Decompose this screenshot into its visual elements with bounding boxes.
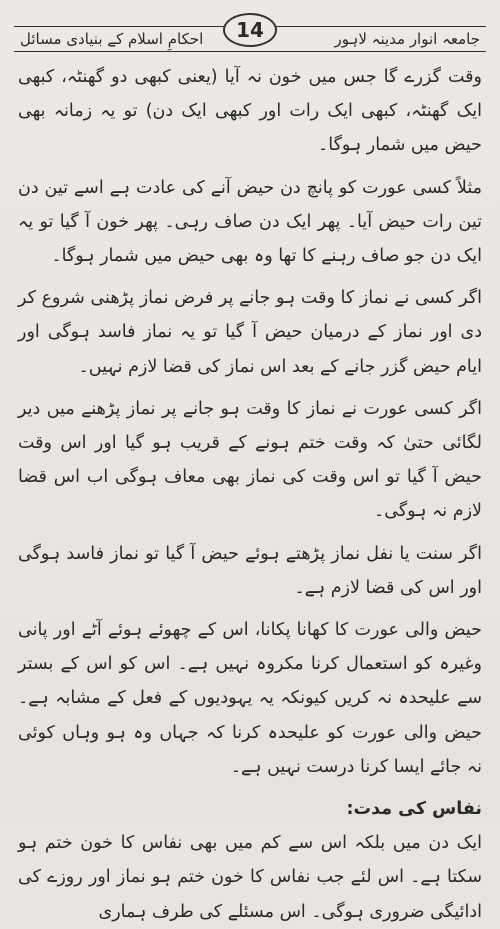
page-body bbox=[18, 60, 482, 929]
paragraph: اگر سنت یا نفل نماز پڑھتے ہوئے حیض آ گیا تو نماز فاسد ہوگی اور اس کی قضا لازم ہے۔ bbox=[18, 543, 482, 598]
paragraph: اگر کسی عورت نے نماز کا وقت ہو جانے پر نماز پڑھنے میں دیر لگائی حتیٰ کہ وقت ختم ہونے کے قریب ہو گیا اور اس وقت حیض آ گیا تو اس وقت کی نماز بھی معاف ہوگی اب اس قضا لازم نہ ہوگی۔ bbox=[18, 398, 482, 522]
page-number: 14 bbox=[223, 13, 277, 47]
page-header bbox=[14, 18, 486, 52]
paragraph: اگر کسی نے نماز کا وقت ہو جانے پر فرض نماز پڑھنی شروع کر دی اور نماز کے درمیان حیض آ گیا تو یہ نماز فاسد ہوگی اور ایام حیض گزر جانے کے بعد اس نماز کی قضا لازم نہیں۔ bbox=[18, 288, 482, 377]
section-heading: نفاس کی مدت: bbox=[346, 799, 482, 820]
paragraph: حیض والی عورت کا کھانا پکانا، اس کے چھوئے ہوئے آٹے اور پانی وغیرہ کو استعمال کرنا مکروہ نہیں ہے۔ اس کو اس کے بستر سے علیحدہ نہ کریں کیونکہ یہ یہودیوں کے فعل کے مشابہ ہے۔ حیض والی عورت کو علیحدہ کرنا کہ جہاں وہ ہو وہاں کوئی نہ جائے ایسا کرنا درست نہیں ہے۔ bbox=[18, 620, 482, 777]
paragraph: وقت گزرے گا جس میں خون نہ آیا (یعنی کبھی دو گھنٹہ، کبھی ایک گھنٹہ، کبھی ایک رات اور کبھی ایک دن) تو یہ زمانہ بھی حیض میں شمار ہوگا۔ bbox=[18, 67, 482, 156]
publisher-name: جامعہ انوار مدینہ لاہور bbox=[334, 30, 480, 48]
book-title: احکامِ اسلام کے بنیادی مسائل bbox=[20, 30, 204, 48]
paragraph: ایک دن میں بلکہ اس سے کم میں بھی نفاس کا خون ختم ہو سکتا ہے۔ اس لئے جب نفاس کا خون ختم ہو نماز اور روزے کی ادائیگی ضروری ہوگی۔ اس مسئلے کی طرف ہماری bbox=[18, 833, 482, 922]
paragraph: مثلاً کسی عورت کو پانچ دن حیض آنے کی عادت ہے اسے تین دن تین رات حیض آیا۔ پھر ایک دن صاف رہی۔ پھر خون آ گیا تو یہ ایک دن جو صاف رہنے کا تھا وہ بھی حیض میں شمار ہوگا۔ bbox=[18, 177, 482, 267]
